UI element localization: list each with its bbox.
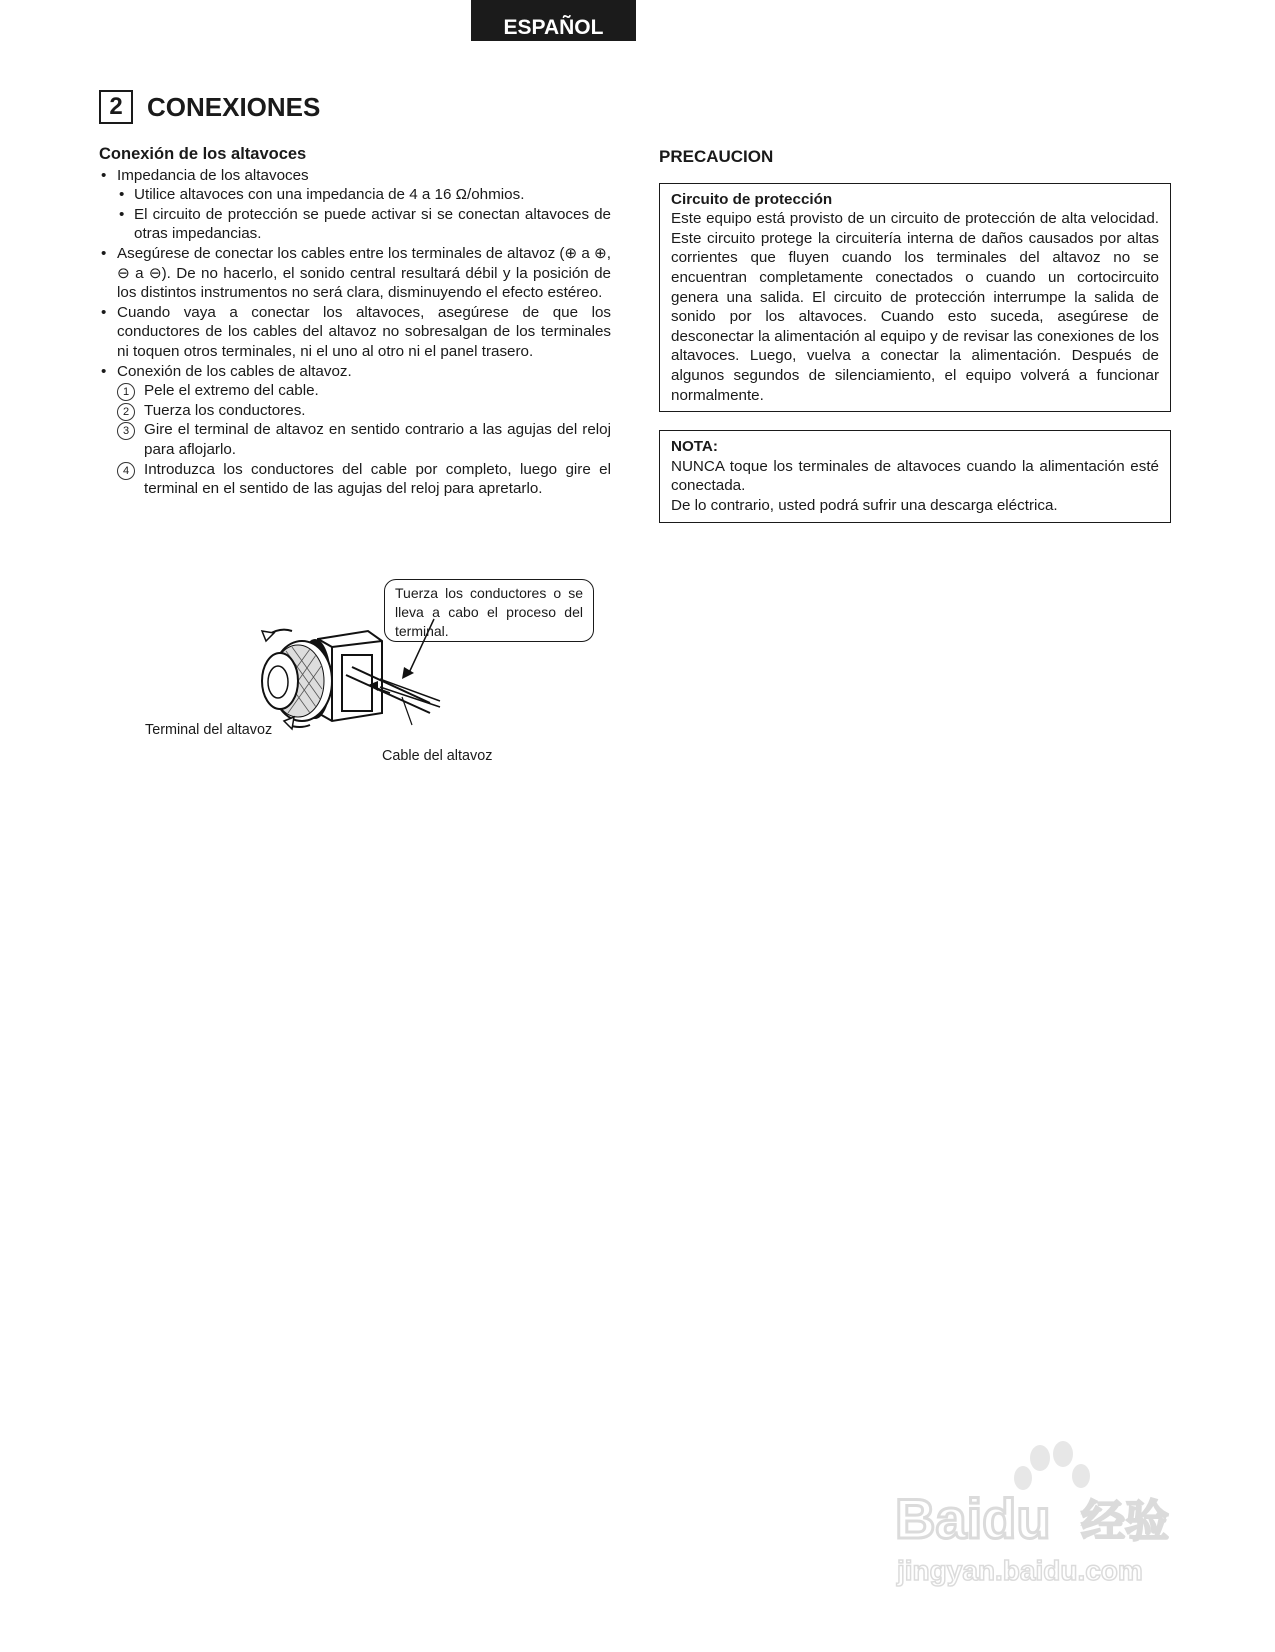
left-column xyxy=(99,145,611,499)
item-text: Asegúrese de conectar los cables entre los terminales de altavoz (⊕ a ⊕, ⊖ a ⊖). De no hacerlo, el sonido central resultará débil y la posición de los distintos instrumentos no será clara, disminuyendo el efecto estéreo. xyxy=(117,244,611,302)
section-title: CONEXIONES xyxy=(147,91,321,122)
list-item xyxy=(99,244,611,303)
step-text: Tuerza los conductores. xyxy=(144,401,306,419)
item-text: Utilice altavoces con una impedancia de 4 a 16 Ω/ohmios. xyxy=(134,186,525,204)
language-tab xyxy=(471,0,636,41)
watermark-url: jingyan.baidu.com xyxy=(897,1555,1143,1586)
note-text-1: NUNCA toque los terminales de altavoces cuando la alimentación esté conectada. xyxy=(671,457,1159,495)
step-number: 2 xyxy=(117,403,135,421)
item-text: Impedancia de los altavoces xyxy=(117,166,309,184)
watermark-cn: 经验 xyxy=(1081,1496,1169,1547)
list-item xyxy=(99,185,611,205)
step-text: Pele el extremo del cable. xyxy=(144,382,319,400)
note-title: NOTA: xyxy=(671,438,718,456)
item-text: Conexión de los cables de altavoz. xyxy=(117,362,352,380)
precaution-title: PRECAUCION xyxy=(659,147,774,166)
item-text: El circuito de protección se puede activar si se conectan altavoces de otras impedancias. xyxy=(134,205,611,243)
bullet: • xyxy=(101,303,107,321)
callout-note: Tuerza los conductores o se lleva a cabo el proceso del terminal. xyxy=(384,579,594,642)
section-heading xyxy=(99,90,320,124)
note-box xyxy=(659,430,1171,522)
note-text-2: De lo contrario, usted podrá sufrir una descarga eléctrica. xyxy=(671,496,1058,514)
protection-circuit-text: Este equipo está provisto de un circuito de protección de alta velocidad. Este circuito protege la circuitería interna de daños causados por altas corrientes que fluyen cuando los terminales del altavoz no se encuentran completamente conectados o cuando un cortocircuito genera una salida. El circuito de protección interrumpe la salida de sonido por los altavoces. Cuando esto suceda, asegúrese de desconectar la alimentación al equipo y de revisar las conexiones de los altavoces. Luego, vuelva a conectar la alimentación. Después de algunos segundos de silenciamiento, el equipo volverá a funcionar normalmente. xyxy=(671,210,1159,404)
cable-label: Cable del altavoz xyxy=(382,748,493,764)
step-text: Gire el terminal de altavoz en sentido contrario a las agujas del reloj para aflojarlo. xyxy=(144,421,611,458)
watermark-brand: Baidu xyxy=(895,1487,1051,1550)
speaker-terminal-figure xyxy=(140,575,620,775)
baidu-watermark xyxy=(895,1440,1195,1590)
section-number: 2 xyxy=(99,90,133,124)
language-tab-label: ESPAÑOL xyxy=(503,16,604,39)
step-item xyxy=(99,401,611,421)
protection-circuit-box xyxy=(659,183,1171,413)
list-item xyxy=(99,166,611,186)
step-item xyxy=(99,420,611,459)
protection-circuit-title: Circuito de protección xyxy=(671,190,833,208)
step-text: Introduzca los conductores del cable por completo, luego gire el terminal en el sentido de las agujas del reloj para apretarlo. xyxy=(144,460,611,498)
step-item xyxy=(99,381,611,401)
bullet: • xyxy=(119,205,125,223)
bullet: • xyxy=(119,186,125,204)
step-item xyxy=(99,460,611,499)
step-number: 1 xyxy=(117,383,135,401)
baidu-paw-icon xyxy=(895,1440,1195,1590)
step-number: 3 xyxy=(117,422,135,440)
right-column xyxy=(659,145,1171,523)
list-item xyxy=(99,205,611,244)
bullet: • xyxy=(101,166,107,184)
item-text: Cuando vaya a conectar los altavoces, asegúrese de que los conductores de los cables del altavoz no sobresalgan de los terminales ni toquen otros terminales, ni el uno al otro ni el panel trasero. xyxy=(117,303,611,360)
terminal-label: Terminal del altavoz xyxy=(145,722,273,738)
bullet: • xyxy=(101,362,107,380)
bullet: • xyxy=(101,244,107,262)
list-item xyxy=(99,303,611,362)
list-item xyxy=(99,362,611,382)
subtitle-speaker-connection: Conexión de los altavoces xyxy=(99,145,307,163)
step-number: 4 xyxy=(117,462,135,480)
